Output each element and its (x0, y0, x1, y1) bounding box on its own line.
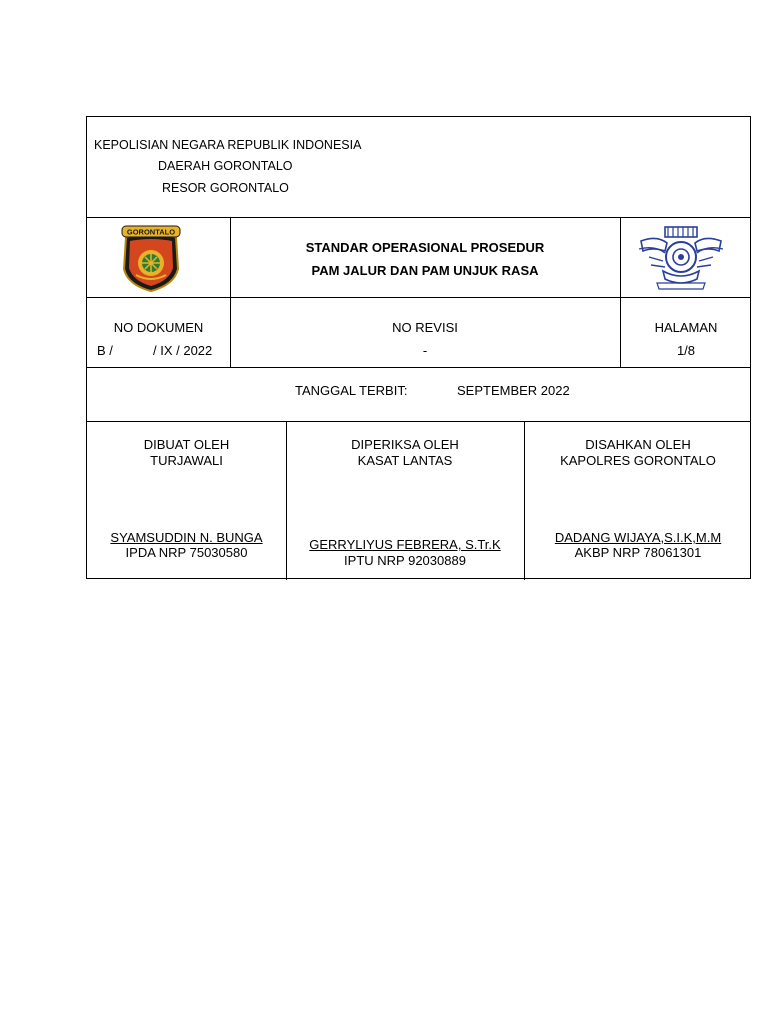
signature-rank: AKBP NRP 78061301 (574, 545, 702, 560)
signature-role: DIBUAT OLEH (143, 437, 230, 452)
signature-position: KASAT LANTAS (357, 453, 453, 468)
signature-name: SYAMSUDDIN N. BUNGA (110, 530, 263, 545)
lantas-emblem (637, 221, 725, 293)
no-dokumen-label: NO DOKUMEN (113, 320, 204, 335)
row-divider (87, 297, 750, 298)
tanggal-terbit-label: TANGGAL TERBIT: (295, 383, 408, 398)
row-divider (87, 217, 750, 218)
signature-name: GERRYLIYUS FEBRERA, S.Tr.K (309, 537, 501, 552)
no-dokumen-prefix: B / (97, 343, 113, 358)
polres-gorontalo-emblem (118, 223, 184, 293)
row-divider (87, 367, 750, 368)
no-revisi-label: NO REVISI (392, 320, 458, 335)
halaman-label: HALAMAN (654, 320, 718, 335)
org-line-1: KEPOLISIAN NEGARA REPUBLIK INDONESIA (94, 138, 362, 152)
no-dokumen-suffix: / IX / 2022 (153, 343, 213, 358)
signature-name: DADANG WIJAYA,S.I.K,M.M (554, 530, 722, 545)
signature-role: DISAHKAN OLEH (585, 437, 691, 452)
signature-rank: IPDA NRP 75030580 (125, 545, 248, 560)
sop-cover-table (86, 116, 751, 579)
halaman-value: 1/8 (676, 343, 696, 358)
org-line-2: DAERAH GORONTALO (158, 159, 293, 173)
tanggal-terbit-value: SEPTEMBER 2022 (457, 383, 570, 398)
emblem-banner-text: GORONTALO (126, 227, 176, 237)
no-revisi-value: - (422, 343, 428, 358)
row-divider (87, 421, 750, 422)
title-line-2: PAM JALUR DAN PAM UNJUK RASA (311, 263, 539, 278)
signature-role: DIPERIKSA OLEH (351, 437, 459, 452)
signature-position: TURJAWALI (150, 453, 223, 468)
signature-position: KAPOLRES GORONTALO (560, 453, 716, 468)
title-line-1: STANDAR OPERASIONAL PROSEDUR (305, 240, 545, 255)
org-line-3: RESOR GORONTALO (162, 181, 289, 195)
signature-rank: IPTU NRP 92030889 (344, 553, 466, 568)
